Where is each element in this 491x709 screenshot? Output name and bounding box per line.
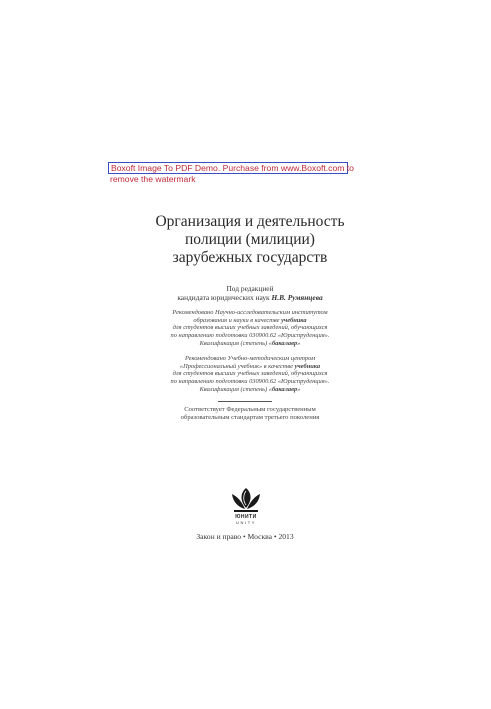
watermark: [108, 162, 354, 184]
publisher-logo-text: ЮНИТИ: [235, 514, 257, 520]
rec2-line-2-bold: учебника: [294, 362, 321, 370]
editor-degree: кандидата юридических наук: [177, 293, 272, 302]
standard-line-2: образовательным стандартам третьего поколения: [180, 414, 320, 421]
editor-line-2: [100, 293, 400, 302]
rec2-line-1: Рекомендовано Учебно-методическим центром: [184, 355, 316, 362]
rec1-line-5-end: »: [297, 339, 301, 347]
rec2-line-5-bold: бакалавр: [271, 385, 298, 393]
rec2-line-2: [110, 363, 390, 371]
rec1-line-2-text: образования и науки в качестве: [193, 316, 282, 324]
imprint: Закон и право • Москва • 2013: [196, 532, 294, 541]
watermark-line-1: Boxoft Image To PDF Demo. Purchase from www.Boxoft.com to: [108, 162, 348, 174]
rec1-line-2: [110, 317, 390, 325]
divider: [218, 401, 272, 402]
book-title-line-3: зарубежных государств: [172, 249, 328, 266]
book-title: [100, 213, 400, 267]
rec1-line-4: по направлению подготовки 030900.62 «Юриспруденция».: [170, 332, 330, 340]
rec2-line-4: по направлению подготовки 030900.62 «Юриспруденция».: [170, 378, 330, 386]
book-title-line-2: полиции (милиции): [185, 231, 315, 248]
publisher-logo-subtext: UNITY: [236, 520, 256, 525]
rec2-line-5-text: Квалификация (степень) «: [199, 385, 272, 393]
rec2-line-2-text: «Профессиональный учебник» в качестве: [179, 362, 295, 370]
rec1-line-5-bold: бакалавр: [271, 339, 298, 347]
watermark-line-2: remove the watermark: [110, 174, 196, 184]
recommendation-1: [110, 309, 390, 348]
editor-name: Н.В. Румянцева: [271, 293, 323, 302]
rec1-line-1: Рекомендовано Научно-исследовательским институтом: [172, 309, 328, 316]
rec2-line-5-end: »: [297, 385, 301, 393]
book-title-line-1: Организация и деятельность: [155, 213, 345, 230]
rec1-line-2-bold: учебника: [281, 316, 307, 324]
recommendation-2: [110, 355, 390, 394]
editor-block: [100, 284, 400, 302]
rec1-line-5: [110, 340, 390, 348]
rec2-line-5: [110, 386, 390, 394]
standard-line-1: Соответствует Федеральным государственным: [184, 406, 316, 413]
editor-line-1: Под редакцией: [226, 284, 274, 293]
rec1-line-3: для студентов высших учебных заведений, обучающихся: [172, 324, 328, 332]
rec1-line-5-text: Квалификация (степень) «: [199, 339, 272, 347]
standard-notice: [110, 406, 390, 422]
rec2-line-3: для студентов высших учебных заведений, обучающихся: [172, 370, 328, 378]
